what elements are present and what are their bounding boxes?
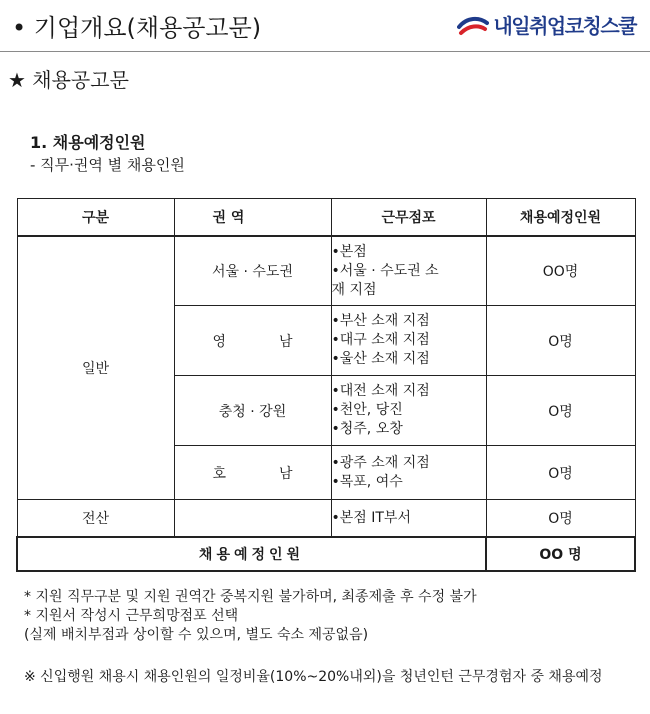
- category-cell: 전산: [17, 500, 174, 538]
- header-divider: [0, 51, 650, 52]
- recruitment-table: [16, 198, 636, 572]
- swoosh-icon: [457, 13, 489, 37]
- region-cell: 영 남: [174, 306, 331, 376]
- sub-description: - 직무·권역 별 채용인원: [30, 156, 185, 174]
- count-cell: O명: [486, 376, 635, 446]
- note-item: * 지원서 작성시 근무희망점포 선택: [24, 608, 239, 624]
- count-cell: O명: [486, 500, 635, 538]
- region-cell: 서울 · 수도권: [174, 236, 331, 306]
- table-row: [17, 236, 635, 306]
- sub-heading: 1. 채용예정인원: [30, 133, 146, 152]
- header-cell-category: 구분: [17, 199, 174, 237]
- region-cell: 호 남: [174, 446, 331, 500]
- table-header-row: [17, 199, 635, 237]
- page-header: [0, 0, 650, 52]
- branch-cell: •본점 •서울 · 수도권 소 재 지점: [331, 236, 486, 306]
- total-label: 채용예정인원: [17, 537, 486, 571]
- header-cell-branches: 근무점포: [331, 199, 486, 237]
- table-row: [17, 500, 635, 538]
- section-heading: ★ 채용공고문: [8, 68, 129, 92]
- count-cell: O명: [486, 306, 635, 376]
- region-cell: 충청 · 강원: [174, 376, 331, 446]
- page-title: • 기업개요(채용공고문): [12, 14, 262, 42]
- header-cell-count: 채용예정인원: [486, 199, 635, 237]
- notes: [24, 588, 477, 645]
- brand-logo: [457, 10, 636, 39]
- branch-cell: •대전 소재 지점 •천안, 당진 •청주, 오창: [331, 376, 486, 446]
- branch-cell: •본점 IT부서: [331, 500, 486, 538]
- category-cell: 일반: [17, 236, 174, 500]
- total-row: [17, 537, 635, 571]
- logo-text: 내일취업코칭스쿨: [493, 14, 636, 38]
- region-cell: [174, 500, 331, 538]
- total-count: OO 명: [486, 537, 635, 571]
- note-item: * 지원 직무구분 및 지원 권역간 중복지원 불가하며, 최종제출 후 수정 불가: [24, 589, 477, 605]
- final-note: ※ 신입행원 채용시 채용인원의 일정비율(10%~20%내외)을 청년인턴 근무경험자 중 채용예정: [24, 669, 603, 685]
- branch-cell: •부산 소재 지점 •대구 소재 지점 •울산 소재 지점: [331, 306, 486, 376]
- count-cell: O명: [486, 446, 635, 500]
- note-item: (실제 배치부점과 상이할 수 있으며, 별도 숙소 제공없음): [24, 627, 369, 643]
- branch-cell: •광주 소재 지점 •목포, 여수: [331, 446, 486, 500]
- header-cell-region: 권 역: [174, 199, 331, 237]
- count-cell: OO명: [486, 236, 635, 306]
